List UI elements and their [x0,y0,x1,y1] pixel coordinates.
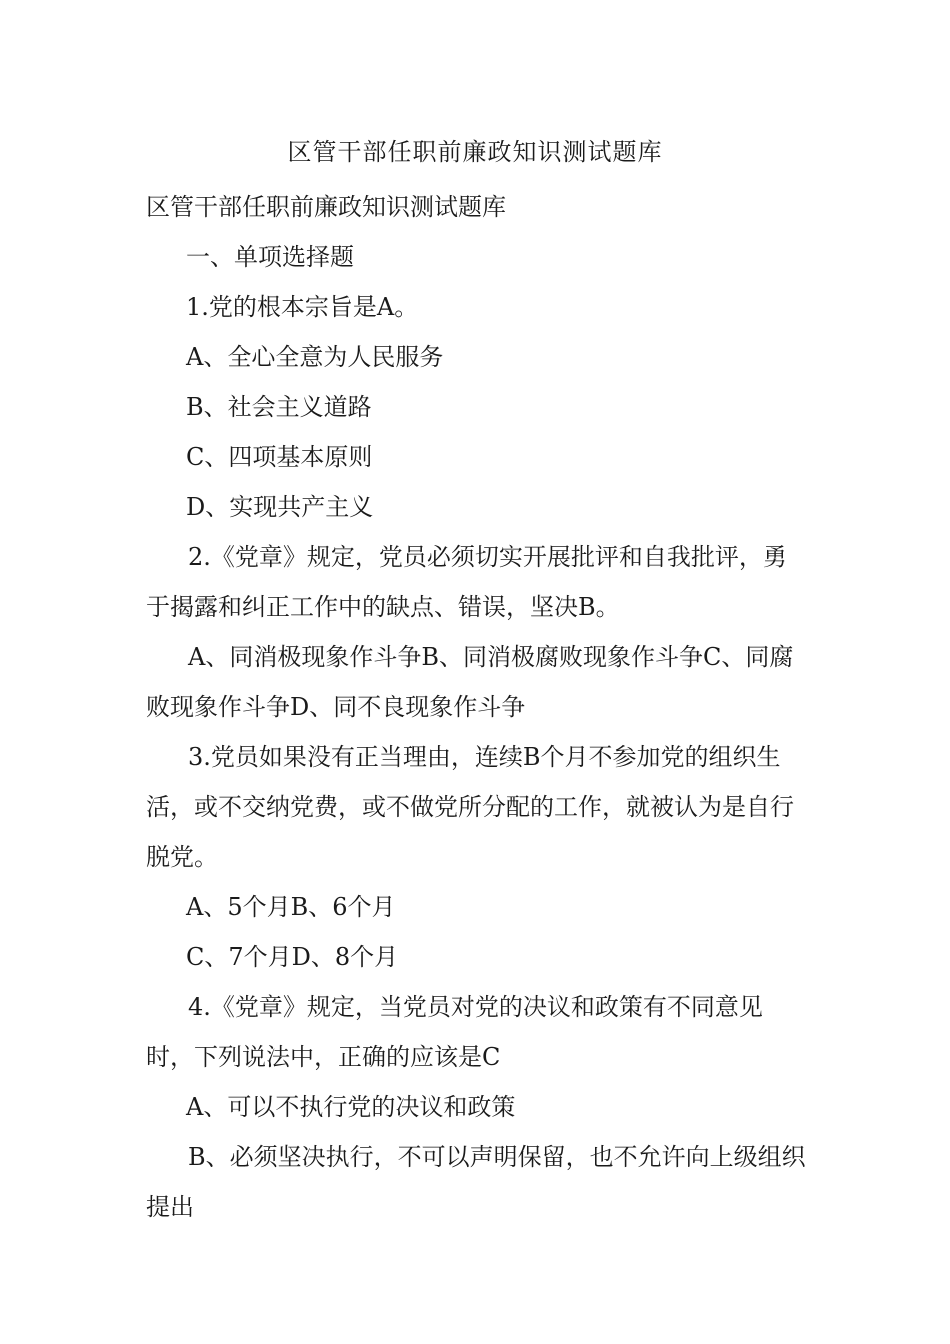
question-2-stem: 2.《党章》规定，党员必须切实开展批评和自我批评，勇于揭露和纠正工作中的缺点、错误，坚决B。 [146,543,787,621]
question-1-option-b: B、社会主义道路 [186,393,372,421]
document-subtitle: 区管干部任职前廉政知识测试题库 [146,193,506,221]
section-heading: 一、单项选择题 [186,243,354,271]
document-body [146,182,810,1232]
question-3-option-cd: C、7个月D、8个月 [186,943,399,971]
question-4-stem: 4.《党章》规定，当党员对党的决议和政策有不同意见时，下列说法中，正确的应该是C [146,993,763,1071]
document-title: 区管干部任职前廉政知识测试题库 [287,138,663,166]
question-1-option-d: D、实现共产主义 [186,493,374,521]
question-1-option-a: A、全心全意为人民服务 [186,343,444,371]
question-4-option-a: A、可以不执行党的决议和政策 [186,1093,516,1121]
question-3-option-ab: A、5个月B、6个月 [186,893,396,921]
question-3-stem: 3.党员如果没有正当理由，连续B个月不参加党的组织生活，或不交纳党费，或不做党所分配的工作，就被认为是自行脱党。 [146,743,794,871]
question-1-option-c: C、四项基本原则 [186,443,373,471]
question-2-options: A、同消极现象作斗争B、同消极腐败现象作斗争C、同腐败现象作斗争D、同不良现象作斗争 [146,643,794,721]
question-1-stem: 1.党的根本宗旨是A。 [186,293,419,321]
question-4-option-b: B、必须坚决执行，不可以声明保留，也不允许向上级组织提出 [146,1143,806,1221]
